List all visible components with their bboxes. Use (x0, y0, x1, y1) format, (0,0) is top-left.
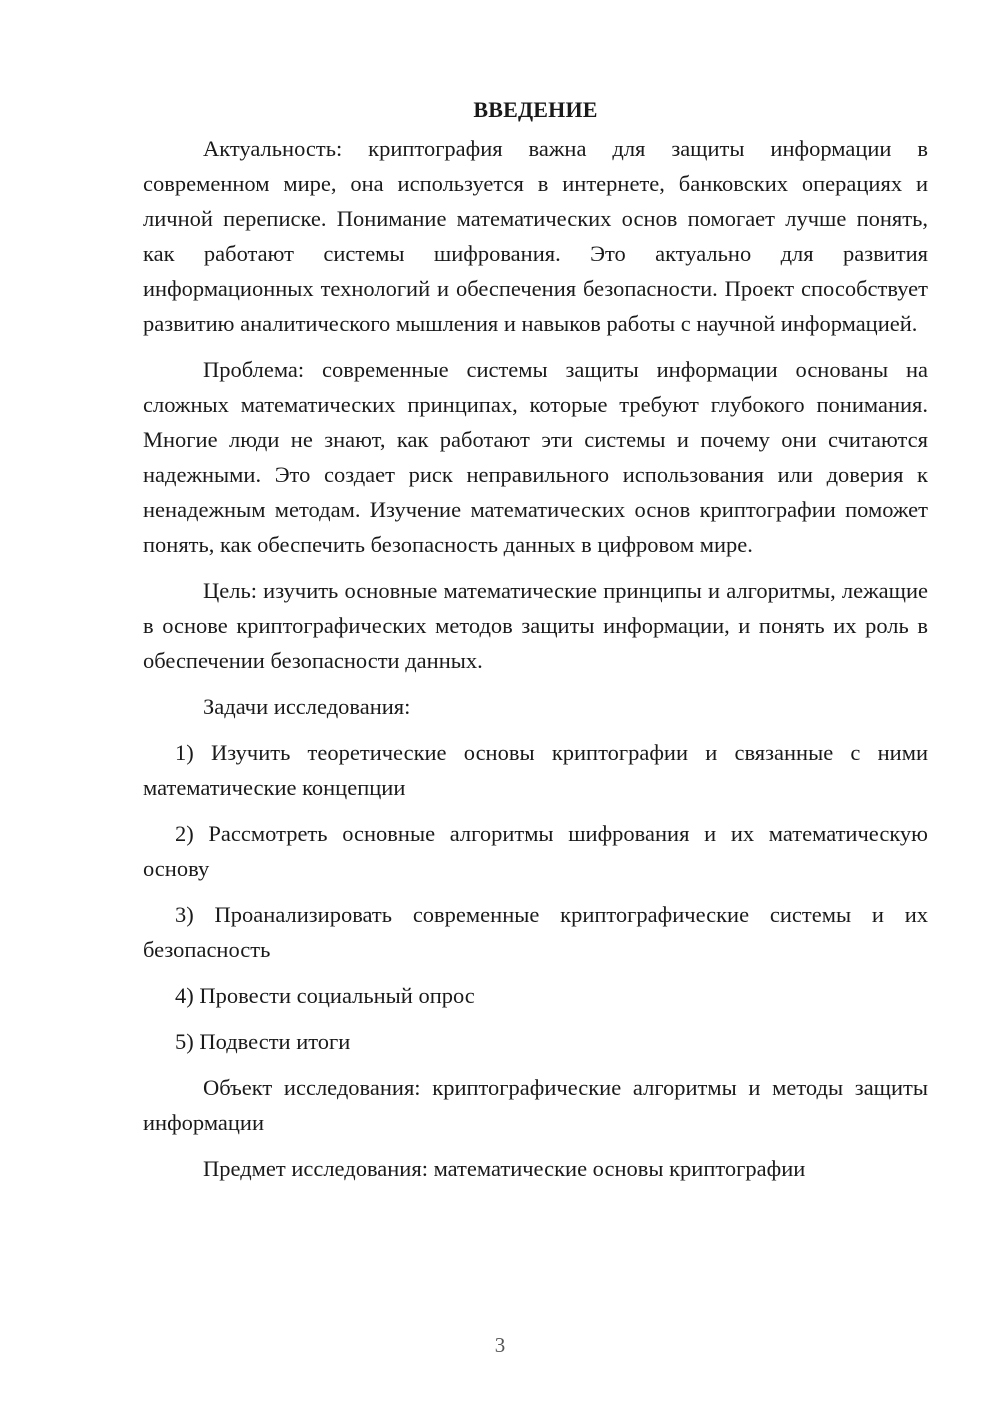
section-title: ВВЕДЕНИЕ (473, 97, 598, 122)
task-item-1: 1) Изучить теоретические основы криптографии и связанные с ними математические концепции (143, 740, 928, 800)
tasks-heading: Задачи исследования: (203, 694, 411, 719)
paragraph-object: Объект исследования: криптографические алгоритмы и методы защиты информации (143, 1075, 928, 1135)
task-item-5: 5) Подвести итоги (175, 1029, 351, 1054)
page-number: 3 (494, 1333, 506, 1357)
task-item-3: 3) Проанализировать современные криптографические системы и их безопасность (143, 902, 928, 962)
paragraph-subject: Предмет исследования: математические основы криптографии (203, 1156, 806, 1181)
paragraph-relevance: Актуальность: криптография важна для защиты информации в современном мире, она используется в интернете, банковских операциях и личной переписке. Понимание математических основ помогает лучше понять, как работают системы шифрования. Это актуально для развития информационных технологий и обеспечения безопасности. Проект способствует развитию аналитического мышления и навыков работы с научной информацией. (143, 136, 928, 336)
page-content (143, 92, 928, 1197)
task-item-4: 4) Провести социальный опрос (175, 983, 475, 1008)
paragraph-goal: Цель: изучить основные математические принципы и алгоритмы, лежащие в основе криптографических методов защиты информации, и понять их роль в обеспечении безопасности данных. (143, 578, 928, 673)
paragraph-problem: Проблема: современные системы защиты информации основаны на сложных математических принципах, которые требуют глубокого понимания. Многие люди не знают, как работают эти системы и почему они считаются надежными. Это создает риск неправильного использования или доверия к ненадежным методам. Изучение математических основ криптографии поможет понять, как обеспечить безопасность данных в цифровом мире. (143, 357, 928, 557)
task-item-2: 2) Рассмотреть основные алгоритмы шифрования и их математическую основу (143, 821, 928, 881)
